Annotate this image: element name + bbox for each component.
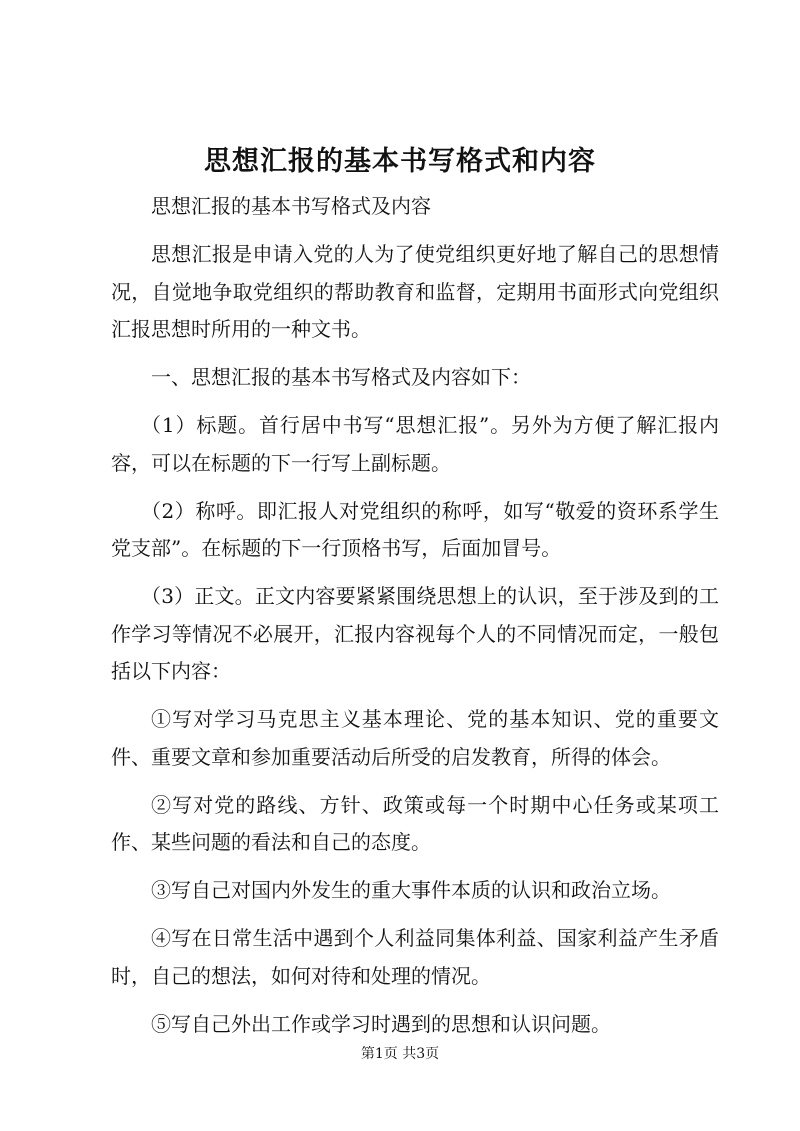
content-point-1: ①写对学习马克思主义基本理论、党的基本知识、党的重要文件、重要文章和参加重要活动后所受的启发教育，所得的体会。 xyxy=(111,707,719,769)
document-title: 思想汇报的基本书写格式和内容 xyxy=(204,146,596,177)
section-heading: 一、思想汇报的基本书写格式及内容如下： xyxy=(151,365,531,389)
item-salutation-paragraph: （2）称呼。即汇报人对党组织的称呼，如写“敬爱的资环系学生党支部”。在标题的下一行顶格书写，后面加冒号。 xyxy=(111,498,719,560)
content-point-4: ④写在日常生活中遇到个人利益同集体利益、国家利益产生矛盾时，自己的想法，如何对待和处理的情况。 xyxy=(111,926,719,988)
item-title-paragraph: （1）标题。首行居中书写“思想汇报”。另外为方便了解汇报内容，可以在标题的下一行写上副标题。 xyxy=(111,413,719,475)
content-point-3: ③写自己对国内外发生的重大事件本质的认识和政治立场。 xyxy=(151,878,671,902)
intro-paragraph: 思想汇报是申请入党的人为了使党组织更好地了解自己的思想情况，自觉地争取党组织的帮助教育和监督，定期用书面形式向党组织汇报思想时所用的一种文书。 xyxy=(111,242,719,341)
content-point-5: ⑤写自己外出工作或学习时遇到的思想和认识问题。 xyxy=(151,1011,611,1036)
content-point-2: ②写对党的路线、方针、政策或每一个时期中心任务或某项工作、某些问题的看法和自己的态度。 xyxy=(111,792,719,854)
item-body-paragraph: （3）正文。正文内容要紧紧围绕思想上的认识，至于涉及到的工作学习等情况不必展开，汇报内容视每个人的不同情况而定，一般包括以下内容： xyxy=(111,584,719,683)
subtitle-paragraph: 思想汇报的基本书写格式及内容 xyxy=(151,194,431,218)
document-body xyxy=(111,188,719,1054)
page-footer: 第1页 共3页 xyxy=(360,1046,440,1062)
